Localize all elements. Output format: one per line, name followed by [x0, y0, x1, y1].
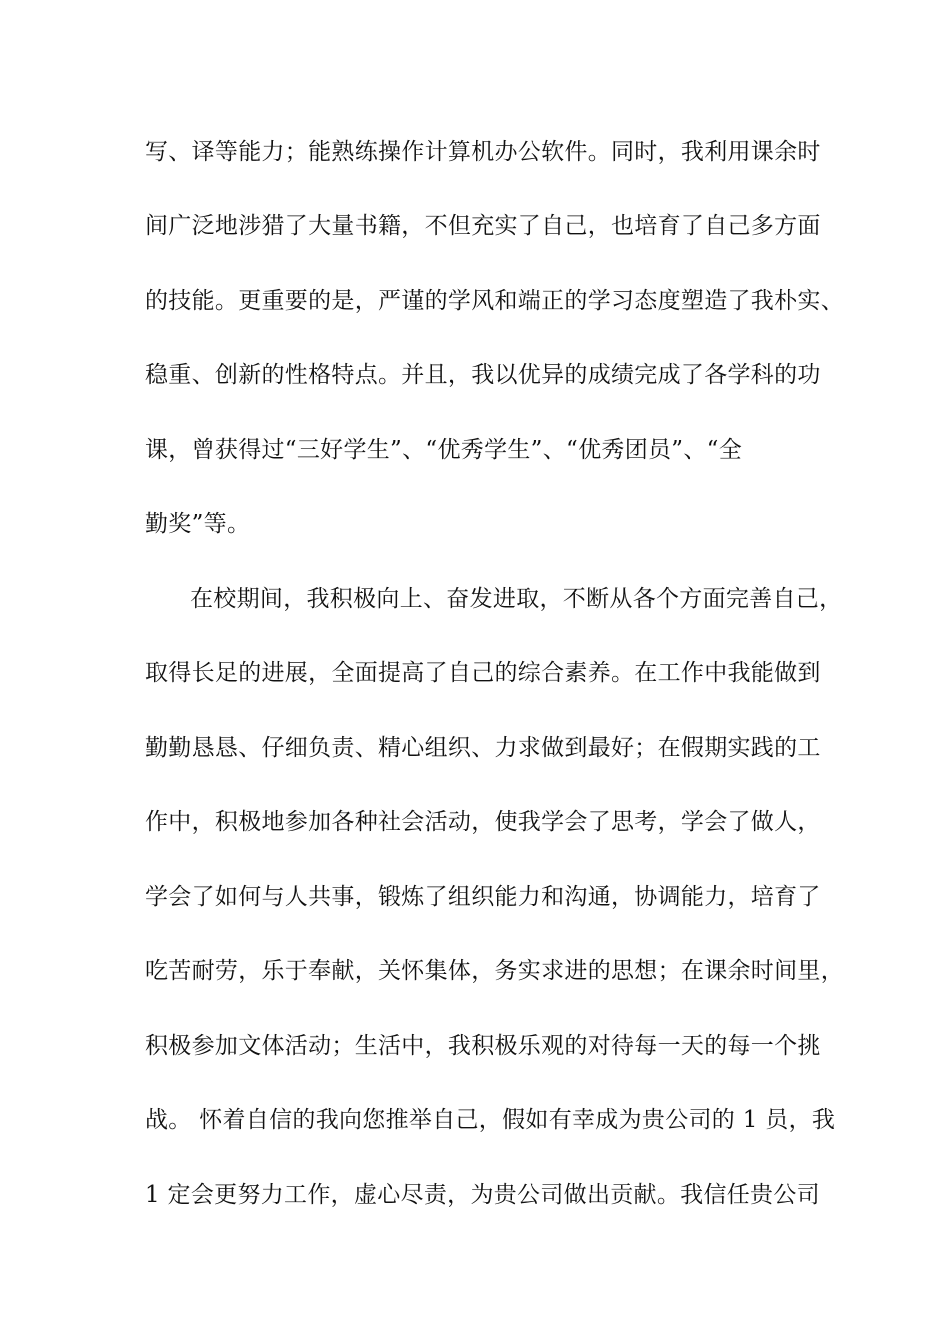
- text-line: 勤勤恳恳、仔细负责、精心组织、力求做到最好；在假期实践的工: [145, 735, 821, 761]
- text-line: 写、译等能力；能熟练操作计算机办公软件。同时，我利用课余时: [145, 139, 821, 165]
- text-line: 间广泛地涉猎了大量书籍，不但充实了自己，也培育了自己多方面: [145, 213, 821, 239]
- text-line: 勤奖”等。: [145, 511, 251, 537]
- paragraph-first-line: 在校期间，我积极向上、奋发进取，不断从各个方面完善自己，: [190, 586, 843, 612]
- text-line: 积极参加文体活动；生活中，我积极乐观的对待每一天的每一个挑: [145, 1033, 821, 1059]
- text-line: 吃苦耐劳，乐于奉献，关怀集体，务实求进的思想；在课余时间里，: [145, 958, 844, 984]
- text-line: 1 定会更努力工作，虚心尽责，为贵公司做出贡献。我信任贵公司: [145, 1182, 820, 1208]
- text-line: 学会了如何与人共事，锻炼了组织能力和沟通，协调能力，培育了: [145, 884, 821, 910]
- text-line: 稳重、创新的性格特点。并且，我以优异的成绩完成了各学科的功: [145, 362, 821, 388]
- text-line: 作中，积极地参加各种社会活动，使我学会了思考，学会了做人，: [145, 809, 821, 835]
- text-line: 取得长足的进展，全面提高了自己的综合素养。在工作中我能做到: [145, 660, 821, 686]
- text-line: 战。 怀着自信的我向您推举自己，假如有幸成为贵公司的 1 员，我: [145, 1107, 836, 1133]
- text-line: 课，曾获得过“三好学生”、“优秀学生”、“优秀团员”、“全: [145, 437, 743, 463]
- text-line: 的技能。更重要的是，严谨的学风和端正的学习态度塑造了我朴实、: [145, 288, 844, 314]
